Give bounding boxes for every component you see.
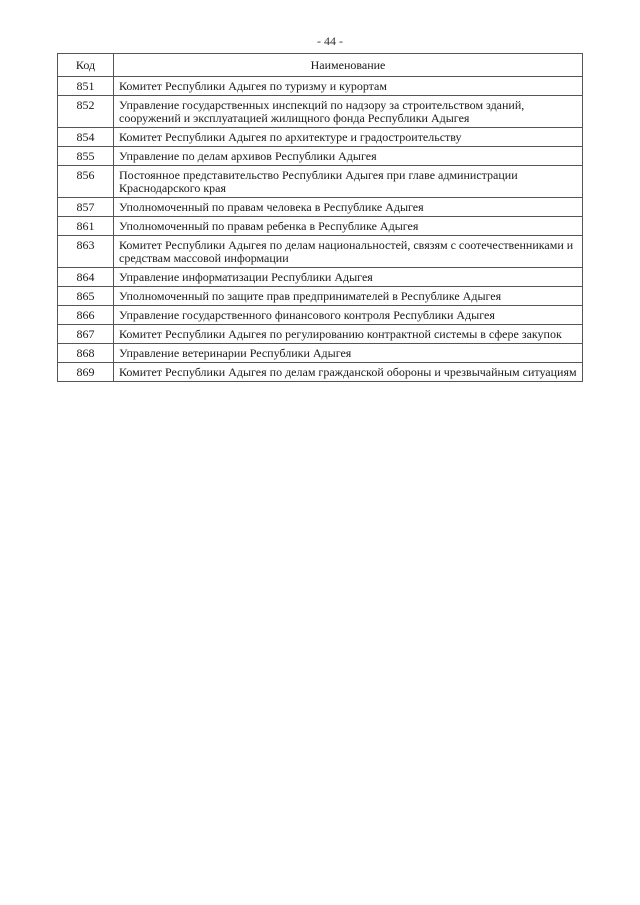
- row-name: Управление государственных инспекций по надзору за строительством зданий, сооружений и эксплуатацией жилищного фонда Республики Адыгея: [114, 96, 583, 128]
- codes-table: [57, 53, 583, 382]
- header-name: Наименование: [114, 54, 583, 77]
- row-name: Уполномоченный по правам ребенка в Республике Адыгея: [114, 217, 583, 236]
- row-name: Управление ветеринарии Республики Адыгея: [114, 344, 583, 363]
- row-code: 867: [58, 325, 114, 344]
- row-code: 851: [58, 77, 114, 96]
- table-header-row: [58, 54, 583, 77]
- row-code: 857: [58, 198, 114, 217]
- header-code: Код: [58, 54, 114, 77]
- row-name: Комитет Республики Адыгея по делам национальностей, связям с соотечественниками и средствам массовой информации: [114, 236, 583, 268]
- table-row: [58, 217, 583, 236]
- row-name: Комитет Республики Адыгея по делам гражданской обороны и чрезвычайным ситуациям: [114, 363, 583, 382]
- table-row: [58, 147, 583, 166]
- row-name: Комитет Республики Адыгея по регулированию контрактной системы в сфере закупок: [114, 325, 583, 344]
- row-code: 864: [58, 268, 114, 287]
- table-row: [58, 236, 583, 268]
- row-code: 866: [58, 306, 114, 325]
- row-code: 868: [58, 344, 114, 363]
- table-row: [58, 363, 583, 382]
- table-row: [58, 268, 583, 287]
- table-row: [58, 198, 583, 217]
- row-code: 856: [58, 166, 114, 198]
- row-code: 852: [58, 96, 114, 128]
- row-name: Управление государственного финансового контроля Республики Адыгея: [114, 306, 583, 325]
- row-code: 855: [58, 147, 114, 166]
- page-number: - 44 -: [317, 34, 343, 48]
- row-code: 854: [58, 128, 114, 147]
- table-row: [58, 77, 583, 96]
- table-row: [58, 344, 583, 363]
- table-row: [58, 96, 583, 128]
- table-row: [58, 128, 583, 147]
- row-code: 861: [58, 217, 114, 236]
- row-name: Управление информатизации Республики Адыгея: [114, 268, 583, 287]
- row-name: Уполномоченный по правам человека в Республике Адыгея: [114, 198, 583, 217]
- row-code: 865: [58, 287, 114, 306]
- table-row: [58, 166, 583, 198]
- row-name: Уполномоченный по защите прав предпринимателей в Республике Адыгея: [114, 287, 583, 306]
- row-name: Управление по делам архивов Республики Адыгея: [114, 147, 583, 166]
- row-name: Комитет Республики Адыгея по туризму и курортам: [114, 77, 583, 96]
- row-code: 863: [58, 236, 114, 268]
- row-name: Комитет Республики Адыгея по архитектуре и градостроительству: [114, 128, 583, 147]
- table-row: [58, 287, 583, 306]
- table-row: [58, 325, 583, 344]
- row-name: Постоянное представительство Республики Адыгея при главе администрации Краснодарского края: [114, 166, 583, 198]
- table-row: [58, 306, 583, 325]
- row-code: 869: [58, 363, 114, 382]
